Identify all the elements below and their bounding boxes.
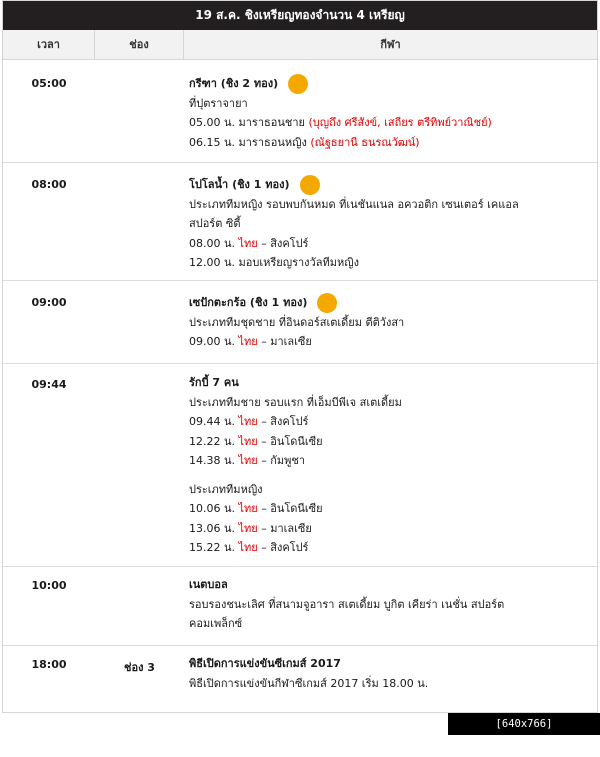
line-text: ประเภททีมหญิง รอบพบกันหมด ที่เนชันแนล อควอติก เซนเตอร์ เคแอล (189, 197, 519, 211)
event-content (189, 74, 589, 152)
sport-title: กรีฑา (ชิง 2 ทอง) (189, 77, 279, 90)
line-text: 09.44 น. (189, 415, 239, 428)
opponent: – อินโดนีเซีย (257, 502, 323, 515)
schedule-table (2, 0, 598, 713)
line-text: ประเภททีมชาย รอบแรก ที่เอ็มบีพีเจ สเตเดี้ยม (189, 395, 402, 409)
event-row (3, 646, 597, 712)
gold-medal-icon (317, 293, 337, 313)
event-sport (189, 654, 589, 674)
line-text: สปอร์ต ซิตี้ (189, 217, 241, 230)
opponent: – มาเลเซีย (257, 335, 312, 348)
line-text: 13.06 น. (189, 521, 239, 535)
event-line (189, 519, 589, 539)
team-thailand: ไทย (238, 502, 258, 515)
athlete-names: (บุญถึง ศรีสังข์, เสถียร ตรีทิพย์วาณิชย์) (308, 116, 492, 129)
event-line (189, 313, 589, 333)
event-line (189, 133, 589, 153)
event-time: 09:44 (31, 378, 67, 391)
event-channel: ช่อง 3 (124, 661, 155, 674)
line-text: 12.22 น. (189, 434, 239, 448)
event-line (189, 234, 589, 254)
opponent: – สิงคโปร์ (257, 236, 309, 250)
event-sport (189, 293, 589, 313)
event-content (189, 654, 589, 693)
header-sport: กีฬา (380, 38, 401, 51)
sport-title: รักบี้ 7 คน (189, 376, 239, 389)
line-text: 06.15 น. มาราธอนหญิง (189, 135, 311, 149)
event-time: 18:00 (31, 658, 67, 671)
team-thailand: ไทย (238, 434, 258, 448)
event-sport (189, 74, 589, 94)
line-text: 14.38 น. (189, 454, 239, 467)
line-text: 15.22 น. (189, 541, 239, 554)
line-text: รอบรองชนะเลิศ ที่สนามจูอารา สเตเดี้ยม บูกิต เคียร่า เนชั่น สปอร์ต (189, 597, 505, 611)
line-text: 12.00 น. มอบเหรียญรางวัลทีมหญิง (189, 256, 359, 269)
team-thailand: ไทย (238, 521, 258, 535)
gold-medal-icon (288, 74, 308, 94)
line-gap (189, 471, 589, 480)
event-row (3, 163, 597, 281)
header-channel: ช่อง (95, 30, 184, 59)
event-time: 10:00 (31, 579, 67, 592)
event-line (189, 393, 589, 413)
event-line (189, 595, 589, 615)
event-line (189, 214, 589, 234)
line-text: 09.00 น. (189, 335, 239, 348)
sport-title: พิธีเปิดการแข่งขันซีเกมส์ 2017 (189, 657, 341, 670)
event-row (3, 281, 597, 364)
event-line (189, 94, 589, 114)
team-thailand: ไทย (238, 454, 258, 467)
event-line (189, 674, 589, 694)
event-row (3, 364, 597, 567)
sport-title: เซปักตะกร้อ (ชิง 1 ทอง) (189, 296, 308, 309)
opponent: – กัมพูชา (257, 454, 306, 467)
event-sport (189, 373, 589, 393)
sport-title: โปโลน้ำ (ชิง 1 ทอง) (189, 178, 290, 191)
event-line (189, 480, 589, 500)
team-thailand: ไทย (238, 541, 258, 554)
event-line (189, 432, 589, 452)
event-content (189, 575, 589, 634)
line-text: 10.06 น. (189, 502, 239, 515)
event-line (189, 614, 589, 634)
gold-medal-icon (300, 175, 320, 195)
team-thailand: ไทย (238, 415, 258, 428)
line-text: พิธีเปิดการแข่งขันกีฬาซีเกมส์ 2017 เริ่ม 18.00 น. (189, 676, 429, 690)
opponent: – สิงคโปร์ (257, 541, 309, 554)
sport-title: เนตบอล (189, 578, 228, 591)
image-host-watermark: [640x766] http://upic.me/ (448, 713, 600, 735)
line-text: 08.00 น. (189, 236, 239, 250)
team-thailand: ไทย (238, 236, 258, 250)
event-content (189, 373, 589, 558)
line-text: 05.00 น. มาราธอนชาย (189, 116, 309, 129)
opponent: – สิงคโปร์ (257, 415, 309, 428)
event-line (189, 195, 589, 215)
event-line (189, 332, 589, 352)
table-header (3, 30, 597, 60)
event-line (189, 253, 589, 273)
event-time: 05:00 (31, 77, 67, 90)
event-time: 08:00 (31, 178, 67, 191)
line-text: ประเภททีมหญิง (189, 482, 263, 496)
event-row (3, 567, 597, 646)
schedule-title: 19 ส.ค. ชิงเหรียญทองจำนวน 4 เหรียญ (3, 1, 597, 30)
event-time: 09:00 (31, 296, 67, 309)
opponent: – มาเลเซีย (257, 521, 312, 535)
team-thailand: ไทย (238, 335, 258, 348)
event-line (189, 499, 589, 519)
event-sport (189, 575, 589, 595)
header-time: เวลา (3, 30, 95, 59)
event-content (189, 293, 589, 352)
athlete-names: (ณัฐธยานี ธนรณวัฒน์) (310, 135, 420, 149)
opponent: – อินโดนีเซีย (257, 434, 323, 448)
event-sport (189, 175, 589, 195)
event-line (189, 451, 589, 471)
event-row (3, 60, 597, 163)
line-text: ที่ปุตราจายา (189, 96, 248, 110)
line-text: ประเภททีมชุดชาย ที่อินดอร์สเตเดี้ยม ตีติวังสา (189, 315, 405, 329)
event-content (189, 175, 589, 273)
event-line (189, 412, 589, 432)
line-text: คอมเพล็กซ์ (189, 617, 243, 630)
event-line (189, 113, 589, 133)
event-line (189, 538, 589, 558)
